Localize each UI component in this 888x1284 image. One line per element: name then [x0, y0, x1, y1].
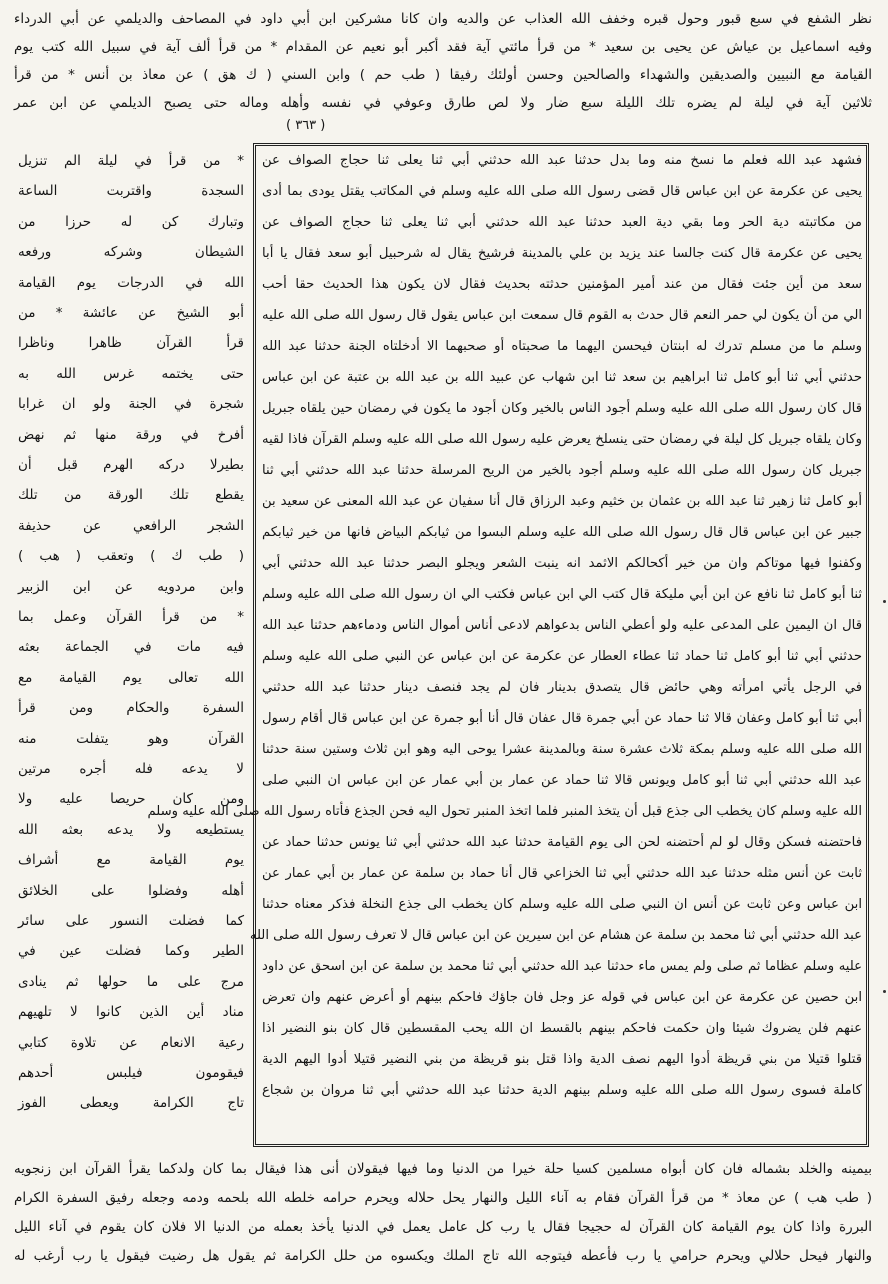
- main-text-line: الله عليه وسلم كان يخطب الى جذع قبل أن يتخذ المنبر فلما اتخذ المنبر تحول اليه فحن الجذع فأتاه رسول الله صلى الله عليه وسلم: [147, 804, 862, 819]
- main-text-line: ثابت عن أنس مثله حدثنا عبد الله حدثني أبي ثنا الخزاعي قال أنا حماد بن سلمة عن عمار بن أبي عمار عن: [262, 866, 862, 881]
- top-line: ثلاثين آية في ليلة لم يضره تلك الليلة سبع ضار ولا لص طارق وعوفي في نفسه وأهله وماله حتى يصبح الديلمي عن ابن عمر: [14, 95, 872, 111]
- side-commentary-line: الشيطان وشركه ورفعه: [18, 244, 244, 261]
- side-commentary-line: أبو الشيخ عن عائشة * من: [18, 305, 244, 321]
- main-text-line: عبد الله حدثني أبي ثنا أبو كامل ويونس قالا ثنا حماد عن عمار بن أبي عمار عن ابن عباس ان النبي صلى: [262, 773, 862, 788]
- main-text-line: قتلوا قتيلا من بني قريظة أدوا اليهم نصف الدية واذا قتل بنو قريظة من بني النضير قتيلا أدوا اليهم الدية: [262, 1052, 862, 1067]
- side-commentary-line: وتبارك كن له حرزا من: [18, 213, 244, 230]
- top-line: القيامة مع النبيين والصديقين والشهداء والصالحين وحسن أولئك رفيقا ( طب حم ) وابن السني ( ك هق ) عن معاذ بن أنس * من قرأ: [14, 67, 872, 83]
- side-commentary-line: قرأ القرآن ظاهرا وناظرا: [18, 335, 244, 352]
- main-text-line: ثنا أبو كامل ثنا نافع عن ابن أبي مليكة قال كتب الي ابن عباس فكتب الي ان رسول الله صلى الله عليه وسلم: [262, 587, 862, 602]
- side-commentary-line: حتى يختمه غرس الله به: [18, 365, 244, 382]
- side-commentary-line: يقطع تلك الورقة من تلك: [18, 487, 244, 504]
- margin-dot: [883, 990, 886, 993]
- main-text-line: من مكاتبته دية الحر وما بقي دية العبد حدثنا عبد الله حدثني أبي ثنا يعلى ثنا حجاج الصواف عن: [262, 215, 862, 230]
- bottom-line: والنهار فيحل حلالي ويحرم حرامي يا رب فأعطه فيتوجه الله تاج الملك ويكسوه من حلل الكرامة ثم يقول هل رضيت فيقول يا رب أرغب له: [14, 1248, 872, 1264]
- side-commentary-line: يستطيعه ولا يدعه بعثه الله: [18, 821, 244, 838]
- top-line: وفيه اسماعيل بن عياش عن يحيى بن سعيد * من قرأ مائتي آية فقد أكبر أبو نعيم عن المقدام * من قرأ ألف آية في سبيل الله كتب يوم: [14, 39, 872, 55]
- side-commentary-line: السجدة واقتربت الساعة: [18, 183, 244, 200]
- side-commentary-line: * من قرأ القرآن وعمل بما: [18, 609, 244, 625]
- side-commentary-line: القرآن وهو يتفلت منه: [18, 730, 244, 747]
- side-commentary-line: ( طب ك ) وتعقب ( هب ): [18, 548, 244, 565]
- side-commentary-line: أفرخ في ورقة منها ثم نهض: [18, 426, 244, 443]
- side-commentary-line: * من قرأ في ليلة الم تنزيل: [18, 153, 244, 169]
- main-text-line: يحيى عن عكرمة قال كنت جالسا عند يزيد بن علي بالمدينة فرشيخ يقال له شرحبيل أبو سعد فقال يا أبا: [262, 246, 862, 261]
- side-commentary-line: وابن مردويه عن ابن الزبير: [18, 578, 244, 595]
- side-commentary-line: ومن كان حريصا عليه ولا: [18, 791, 244, 808]
- top-line: نظر الشفع في سبع قبور وحول قبره وخفف الله العذاب عن والديه وان كانا مشركين ابن أبي داود في المصاحف والديلمي عن أبي الدرداء: [14, 11, 872, 27]
- main-text-line: عنهم فلن يضروك شيئا وان حكمت فاحكم بينهم بالقسط ان الله يحب المقسطين قال كان بنو النضير اذا: [262, 1021, 862, 1036]
- bottom-line: ( طب هب ) عن معاذ * من قرأ القرآن فقام به آناء الليل والنهار يحل حلاله ويحرم حرامه خلطه الله بلحمه ودمه وجعله رفيق السفرة الكرام: [14, 1190, 872, 1206]
- main-text-line: قال ان اليمين على المدعى عليه ولو أعطي الناس بدعواهم لادعى أناس أموال الناس ودماءهم حدثنا عبد الله: [262, 618, 862, 633]
- side-commentary-line: السفرة والحكام ومن قرأ: [18, 700, 244, 717]
- side-commentary-line: كما فضلت النسور على سائر: [18, 913, 244, 929]
- main-text-line: وكفنوا فيها موتاكم وان من خير أكحالكم الاثمد انه ينبت الشعر ويجلو البصر حدثنا عبد الله حدثني أبي: [262, 556, 862, 571]
- side-commentary-line: شجرة في الجنة ولو ان غرابا: [18, 396, 244, 413]
- bottom-line: بيمينه والخلد بشماله فان كان أبواه مسلمين كسيا حلة خيرا من الدنيا وما فيها فيقولان أنى هذا فيقال بما كان ولدكما يقرأ القرآن ابن زنجويه: [14, 1161, 872, 1177]
- side-commentary-line: فيقومون فيلبس أحدهم: [18, 1065, 244, 1081]
- side-commentary-line: فيه مات في الجماعة بعثه: [18, 639, 244, 656]
- main-text-line: أبي ثنا أبو كامل وعفان قالا ثنا حماد عن أبي جمرة قال عفان قال أنا أبو جمرة عن ابن عباس قال أقام رسول: [262, 711, 862, 726]
- main-text-line: حدثني أبي ثنا أبو كامل ثنا ابراهيم بن سعد ثنا ابن شهاب عن عبيد الله بن عبد الله بن عتبة عن ابن عباس: [262, 370, 862, 385]
- side-commentary-line: الله في الدرجات يوم القيامة: [18, 274, 244, 291]
- side-commentary-line: الطير وكما فضلت عين في: [18, 943, 244, 960]
- main-text-line: فاحتضنه فسكن وقال لو لم أحتضنه لحن الى يوم القيامة حدثنا عبد الله حدثني أبي ثنا يونس حدثنا حماد عن: [262, 835, 862, 850]
- side-commentary-line: الشجر الرافعي عن حذيفة: [18, 517, 244, 534]
- main-text-line: أبو كامل ثنا زهير ثنا عبد الله بن عثمان بن خثيم وعبد الرزاق قال أنا سفيان عن عبد الله المعنى عن سعيد بن: [262, 494, 862, 509]
- side-commentary-line: أهله وفضلوا على الخلائق: [18, 882, 244, 899]
- side-commentary-line: بطيرلا دركه الهرم قبل أن: [18, 457, 244, 473]
- side-commentary-line: مرج على ما حولها ثم ينادى: [18, 973, 244, 990]
- main-text-line: قال كان رسول الله صلى الله عليه وسلم أجود الناس بالخير وكان أجود ما يكون في رمضان حين يلقاه جبريل: [262, 401, 862, 416]
- page-number: ( ٣٦٣ ): [286, 118, 326, 133]
- main-text-line: حدثني أبي ثنا أبو كامل ثنا حماد ثنا عطاء العطار عن عكرمة عن ابن عباس عن النبي صلى الله عليه وسلم: [262, 649, 862, 664]
- main-text-line: فشهد عبد الله فعلم ما نسخ منه وما بدل حدثنا عبد الله حدثني أبي ثنا يعلى ثنا حجاج الصواف عن: [262, 153, 862, 168]
- main-text-line: جبريل كان رسول الله صلى الله عليه وسلم أجود بالخير من الريح المرسلة حدثنا عبد الله حدثني أبي ثنا: [262, 463, 862, 478]
- main-text-line: وسلم ما من مسلم تدرك له ابنتان فيحسن اليهما ما صحبتاه أو صحبهما الا أدخلتاه الجنة حدثنا عبد الله: [262, 339, 862, 354]
- side-commentary-line: مناد أين الذين كانوا لا تلهيهم: [18, 1004, 244, 1021]
- side-commentary-line: الله تعالى يوم القيامة مع: [18, 669, 244, 686]
- main-text-line: سعد من أين جئت فقال من عند أمير المؤمنين حدثته بحديث فقال لان يكون هذا الحديث حقا أحب: [262, 277, 862, 292]
- side-commentary-line: لا يدعه فله أجره مرتين: [18, 761, 244, 777]
- margin-dot: [883, 600, 886, 603]
- main-text-line: يحيى عن عكرمة عن ابن عباس قال قضى رسول الله صلى الله عليه وسلم في المكاتب يقتل يودى بما أدى: [262, 184, 862, 199]
- side-commentary-line: تاج الكرامة ويعطى الفوز: [18, 1095, 244, 1112]
- main-text-line: ابن عباس وعن ثابت عن أنس ان النبي صلى الله عليه وسلم كان يخطب الى جذع النخلة فذكر معناه حدثنا: [262, 897, 862, 912]
- main-text-line: الي من أن يكون لي حمر النعم قال حدث به القوم قال سمعت ابن عباس يقول قال رسول الله صلى الله عليه: [262, 308, 862, 323]
- main-text-line: وكان يلقاه جبريل كل ليلة في رمضان حتى ينسلخ يعرض عليه رسول الله صلى الله عليه وسلم القرآن فاذا لقيه: [262, 432, 862, 447]
- main-text-line: عليه وسلم عظاما ثم صلى ولم يمس ماء حدثنا عبد الله حدثني أبي ثنا محمد بن سلمة عن ابن اسحق عن داود: [262, 959, 862, 974]
- main-text-line: في الرجل يأتي امرأته وهي حائض قال يتصدق بدينار فان لم يجد فنصف دينار حدثنا عبد الله حدثني: [262, 680, 862, 695]
- main-text-line: ابن حصين عن عكرمة عن ابن عباس في قوله عز وجل فان جاؤك فاحكم بينهم أو أعرض عنهم وان تعرض: [262, 990, 862, 1005]
- main-text-line: كاملة فسوى رسول الله صلى الله عليه وسلم بينهم الدية حدثنا عبد الله حدثني أبي ثنا مروان بن شجاع: [262, 1083, 862, 1098]
- bottom-line: البررة واذا كان يوم القيامة كان القرآن له حجيجا فقال يا رب كل عامل يعمل في الدنيا يأخذ بعمله من الدنيا الا فلان كان يقوم في آناء الليل: [14, 1219, 872, 1235]
- side-commentary-line: يوم القيامة مع أشراف: [18, 852, 244, 869]
- main-text-line: جبير عن ابن عباس قال قال رسول الله صلى الله عليه وسلم البسوا من ثيابكم البياض فانها من خير ثيابكم: [262, 525, 862, 540]
- main-text-line: الله صلى الله عليه وسلم بمكة ثلاث عشرة سنة وبالمدينة عشرا يوحى اليه وهو ابن ثلاث وستين سنة حدثنا: [262, 742, 862, 757]
- main-text-line: عبد الله حدثني أبي ثنا محمد بن سلمة عن هشام عن ابن سيرين عن ابن عباس قال لا تعرف رسول الله صلى الله: [249, 928, 862, 943]
- side-commentary-line: رعية الانعام عن تلاوة كتابي: [18, 1034, 244, 1051]
